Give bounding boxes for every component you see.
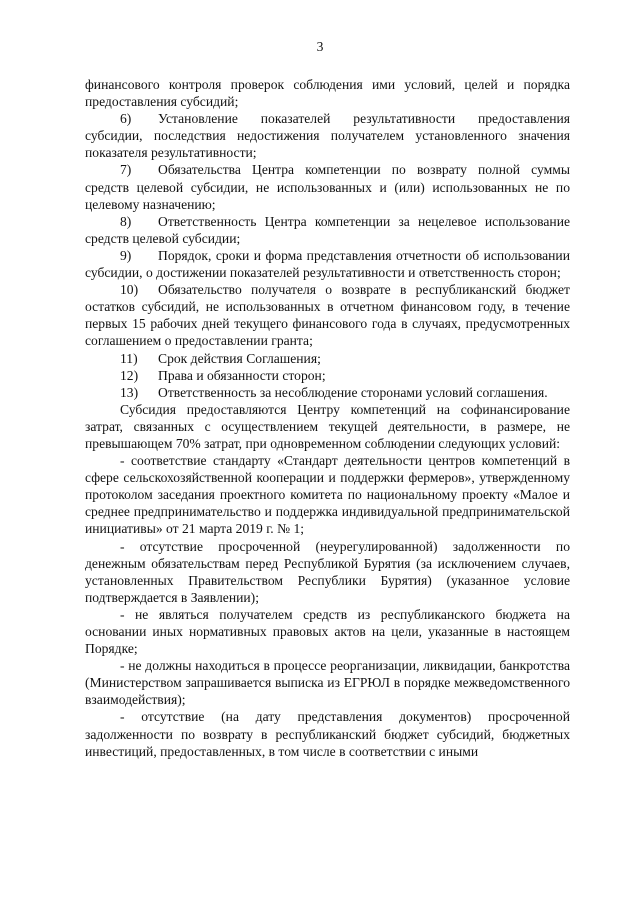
- list-item-text: Обязательства Центра компетенции по возврату полной суммы средств целевой субсидии, не использованных и (или) использованных не по целевому назначению;: [85, 162, 570, 212]
- list-item-text: Ответственность Центра компетенции за нецелевое использование средств целевой субсидии;: [85, 213, 570, 246]
- list-item: [85, 247, 570, 281]
- list-item: [85, 281, 570, 349]
- conditions-list: [85, 452, 570, 760]
- list-item: [85, 110, 570, 161]
- document-body: [85, 76, 570, 760]
- list-item-number: 10): [120, 282, 139, 298]
- condition-paragraph: - не являться получателем средств из республиканского бюджета на основании иных нормативных правовых актов на цели, указанные в настоящем Порядке;: [85, 606, 570, 657]
- page-number: 3: [316, 39, 324, 54]
- subsidy-intro-paragraph: Субсидия предоставляются Центру компетенций на софинансирование затрат, связанных с осуществлением текущей деятельности, в размере, не превышающем 70% затрат, при одновременном соблюдении следующих условий:: [85, 401, 570, 451]
- list-item: [85, 213, 570, 247]
- list-item-number: 12): [120, 367, 139, 383]
- list-item-number: 13): [120, 384, 139, 400]
- list-item: [85, 367, 570, 384]
- list-item-text: Порядок, сроки и форма представления отчетности об использовании субсидии, о достижении показателей результативности и ответственность сторон;: [85, 247, 570, 281]
- list-item-number: 8): [120, 213, 132, 229]
- list-item-text: Обязательство получателя о возврате в республиканский бюджет остатков субсидий, не использованных в отчетном финансовом году, в течение первых 15 рабочих дней текущего финансового года в случаях, предусмотренных соглашением о предоставлении гранта;: [85, 282, 570, 349]
- list-item-text: Ответственность за несоблюдение сторонами условий соглашения.: [158, 384, 548, 400]
- list-item: [85, 384, 570, 401]
- list-item-number: 7): [120, 162, 132, 178]
- list-item-number: 11): [120, 350, 138, 366]
- list-item-text: Срок действия Соглашения;: [158, 350, 321, 366]
- condition-paragraph: - отсутствие (на дату представления документов) просроченной задолженности по возврату в республиканский бюджет субсидий, бюджетных инвестиций, предоставленных, в том числе в соответствии с иными: [85, 709, 570, 759]
- condition-paragraph: - соответствие стандарту «Стандарт деятельности центров компетенций в сфере сельскохозяйственной кооперации и поддержки фермеров», утвержденному протоколом заседания проектного комитета по национальному проекту «Малое и среднее предпринимательство и поддержка индивидуальной предпринимательской инициативы» от 21 марта 2019 г. № 1;: [85, 453, 570, 537]
- condition-paragraph: - отсутствие просроченной (неурегулированной) задолженности по денежным обязательствам перед Республикой Бурятия (за исключением случаев, установленных Правительством Республики Бурятия) (указанное условие подтверждается в Заявлении);: [85, 538, 570, 605]
- numbered-list: [85, 110, 570, 401]
- list-item-text: Права и обязанности сторон;: [158, 367, 326, 383]
- list-item: [85, 161, 570, 212]
- list-item-number: 9): [120, 247, 132, 263]
- continuation-paragraph: финансового контроля проверок соблюдения ими условий, целей и порядка предоставления субсидий;: [85, 77, 570, 110]
- list-item-text: Установление показателей результативности предоставления субсидии, последствия недостижения получателем установленного значения показателя результативности;: [85, 111, 570, 161]
- list-item: [85, 350, 570, 367]
- condition-paragraph: - не должны находиться в процессе реорганизации, ликвидации, банкротства (Министерством запрашивается выписка из ЕГРЮЛ в порядке межведомственного взаимодействия);: [85, 658, 570, 708]
- list-item-number: 6): [120, 111, 132, 127]
